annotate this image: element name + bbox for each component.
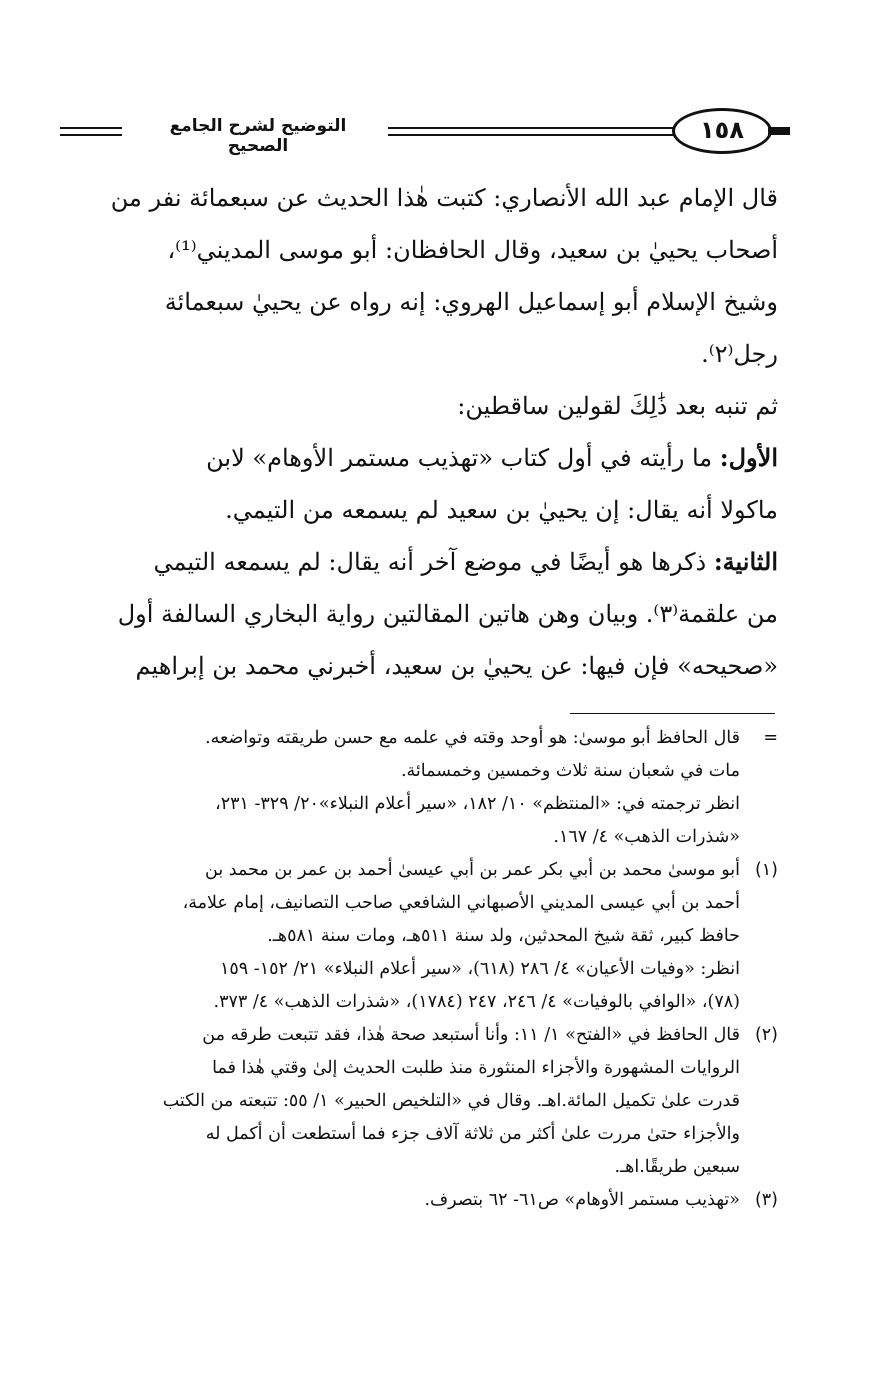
body-line: رجل⁽٢⁾. bbox=[701, 340, 778, 368]
body-line: ثم تنبه بعد ذَٰلِكَ لقولين ساقطين: bbox=[457, 392, 778, 420]
footnotes bbox=[58, 722, 778, 1217]
header-rule-middle bbox=[388, 127, 673, 136]
body-line: ماكولا أنه يقال: إن يحييٰ بن سعيد لم يسمعه من التيمي. bbox=[225, 496, 778, 524]
running-title: التوضيح لشرح الجامع الصحيح bbox=[169, 116, 347, 156]
footnote-line: قدرت علىٰ تكميل المائة.اهـ. وقال في «التلخيص الحبير» ١/ ٥٥: تتبعته من الكتب bbox=[162, 1091, 740, 1111]
footnote-line: «تهذيب مستمر الأوهام» ص٦١- ٦٢ بتصرف. bbox=[424, 1190, 740, 1210]
body-line: أصحاب يحييٰ بن سعيد، وقال الحافظان: أبو موسى المديني⁽¹⁾، bbox=[167, 236, 778, 264]
page-number: ١٥٨ bbox=[672, 108, 772, 154]
body-line: «صحيحه» فإن فيها: عن يحييٰ بن سعيد، أخبرني محمد بن إبراهيم bbox=[135, 652, 778, 680]
footnote-line: انظر ترجمته في: «المنتظم» ١٠/ ١٨٢، «سير أعلام النبلاء»٢٠/ ٣٢٩- ٢٣١، bbox=[215, 794, 740, 814]
footnote-line: قال الحافظ أبو موسىٰ: هو أوحد وقته في علمه مع حسن طريقته وتواضعه. bbox=[205, 728, 740, 748]
footnote-marker: (٢) bbox=[754, 1025, 778, 1045]
footnote-line: حافظ كبير، ثقة شيخ المحدثين، ولد سنة ٥١١هـ، ومات سنة ٥٨١هـ. bbox=[267, 926, 740, 946]
header-rule-left bbox=[60, 127, 122, 136]
footnote-2 bbox=[58, 1019, 778, 1184]
footnote-line: والأجزاء حتىٰ مررت علىٰ أكثر من ثلاثة آلاف جزء فما أستطعت أن أكمل له bbox=[205, 1124, 740, 1144]
second-line-text: ذكرها هو أيضًا في موضع آخر أنه يقال: لم يسمعه التيمي bbox=[153, 548, 714, 576]
footnote-separator bbox=[570, 713, 775, 714]
body-line bbox=[62, 432, 778, 484]
header-ornament bbox=[768, 127, 790, 135]
footnote-marker: (١) bbox=[754, 860, 778, 880]
footnote-line: قال الحافظ في «الفتح» ١/ ١١: وأنا أستبعد صحة هٰذا، فقد تتبعت طرقه من bbox=[202, 1025, 740, 1045]
body-line bbox=[62, 536, 778, 588]
footnote-line: مات في شعبان سنة ثلاث وخمسين وخمسمائة. bbox=[400, 761, 740, 781]
footnote-3 bbox=[58, 1184, 778, 1217]
footnote-1 bbox=[58, 854, 778, 1019]
first-label: الأول: bbox=[719, 443, 778, 472]
footnote-line: أحمد بن أبي عيسى المديني الأصبهاني الشافعي صاحب التصانيف، إمام علامة، bbox=[182, 893, 740, 913]
footnote-line: الروايات المشهورة والأجزاء المنثورة منذ طلبت الحديث إلىٰ وقتي هٰذا فما bbox=[212, 1058, 740, 1078]
footnote-line: أبو موسىٰ محمد بن أبي بكر عمر بن أبي عيسىٰ أحمد بن عمر بن محمد بن bbox=[205, 860, 740, 880]
footnote-marker: = bbox=[763, 728, 778, 748]
footnote-line: انظر: «وفيات الأعيان» ٤/ ٢٨٦ (٦١٨)، «سير أعلام النبلاء» ٢١/ ١٥٢- ١٥٩ bbox=[220, 959, 740, 979]
footnote-line: سبعين طريقًا.اهـ. bbox=[614, 1157, 740, 1177]
body-line: قال الإمام عبد الله الأنصاري: كتبت هٰذا الحديث عن سبعمائة نفر من bbox=[110, 184, 778, 212]
footnote-line: (٧٨)، «الوافي بالوفيات» ٤/ ٢٤٦، ٢٤٧ (١٧٨٤)، «شذرات الذهب» ٤/ ٣٧٣. bbox=[213, 992, 740, 1012]
body-line: وشيخ الإسلام أبو إسماعيل الهروي: إنه رواه عن يحييٰ سبعمائة bbox=[164, 288, 778, 316]
first-line-text: ما رأيته في أول كتاب «تهذيب مستمر الأوهام» لابن bbox=[206, 444, 720, 472]
body-line: من علقمة⁽٣⁾. وبيان وهن هاتين المقالتين رواية البخاري السالفة أول bbox=[117, 600, 778, 628]
main-text bbox=[62, 172, 778, 692]
footnote-marker: (٣) bbox=[754, 1190, 778, 1210]
page-header bbox=[60, 108, 790, 158]
footnote-continued bbox=[58, 722, 778, 854]
second-label: الثانية: bbox=[713, 547, 778, 576]
footnote-line: «شذرات الذهب» ٤/ ١٦٧. bbox=[553, 827, 740, 847]
